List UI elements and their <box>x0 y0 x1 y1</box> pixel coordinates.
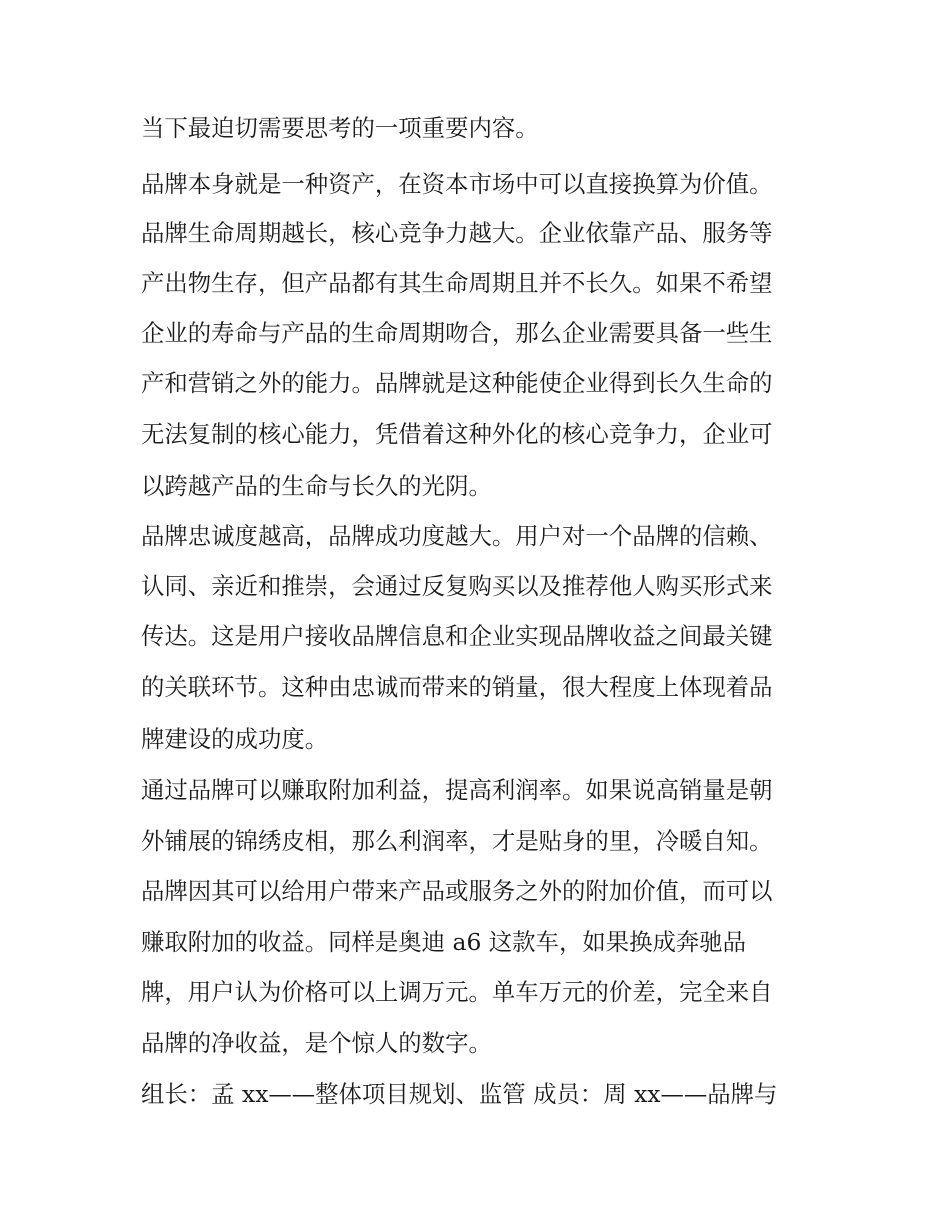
text-line: 产和营销之外的能力。品牌就是这种能使企业得到长久生命的 <box>141 369 773 397</box>
text-line: 牌，用户认为价格可以上调万元。单车万元的价差，完全来自 <box>141 978 773 1006</box>
text-line: 品牌因其可以给用户带来产品或服务之外的附加价值，而可以 <box>141 877 773 905</box>
text-line: 品牌生命周期越长，核心竞争力越大。企业依靠产品、服务等 <box>141 219 773 247</box>
text-line: 赚取附加的收益。同样是奥迪 a6 这款车，如果换成奔驰品 <box>141 928 747 956</box>
text-line: 品牌的净收益，是个惊人的数字。 <box>141 1029 492 1057</box>
text-line: 传达。这是用户接收品牌信息和企业实现品牌收益之间最关键 <box>141 622 773 650</box>
text-line: 无法复制的核心能力，凭借着这种外化的核心竞争力，企业可 <box>141 420 773 448</box>
text-line: 品牌忠诚度越高，品牌成功度越大。用户对一个品牌的信赖、 <box>141 522 773 550</box>
text-line: 通过品牌可以赚取附加利益，提高利润率。如果说高销量是朝 <box>141 776 773 804</box>
text-line: 组长：孟 xx——整体项目规划、监管 成员：周 xx——品牌与 <box>141 1080 778 1108</box>
text-line: 品牌本身就是一种资产，在资本市场中可以直接换算为价值。 <box>141 170 773 198</box>
text-line: 产出物生存，但产品都有其生命周期且并不长久。如果不希望 <box>141 269 773 297</box>
text-line: 认同、亲近和推崇，会通过反复购买以及推荐他人购买形式来 <box>141 572 773 600</box>
text-line: 企业的寿命与产品的生命周期吻合，那么企业需要具备一些生 <box>141 319 773 347</box>
text-line: 以跨越产品的生命与长久的光阴。 <box>141 472 492 500</box>
text-line: 当下最迫切需要思考的一项重要内容。 <box>141 114 539 142</box>
text-line: 的关联环节。这种由忠诚而带来的销量，很大程度上体现着品 <box>141 673 773 701</box>
text-line: 牌建设的成功度。 <box>141 725 329 753</box>
text-line: 外铺展的锦绣皮相，那么利润率，才是贴身的里，冷暖自知。 <box>141 827 773 855</box>
